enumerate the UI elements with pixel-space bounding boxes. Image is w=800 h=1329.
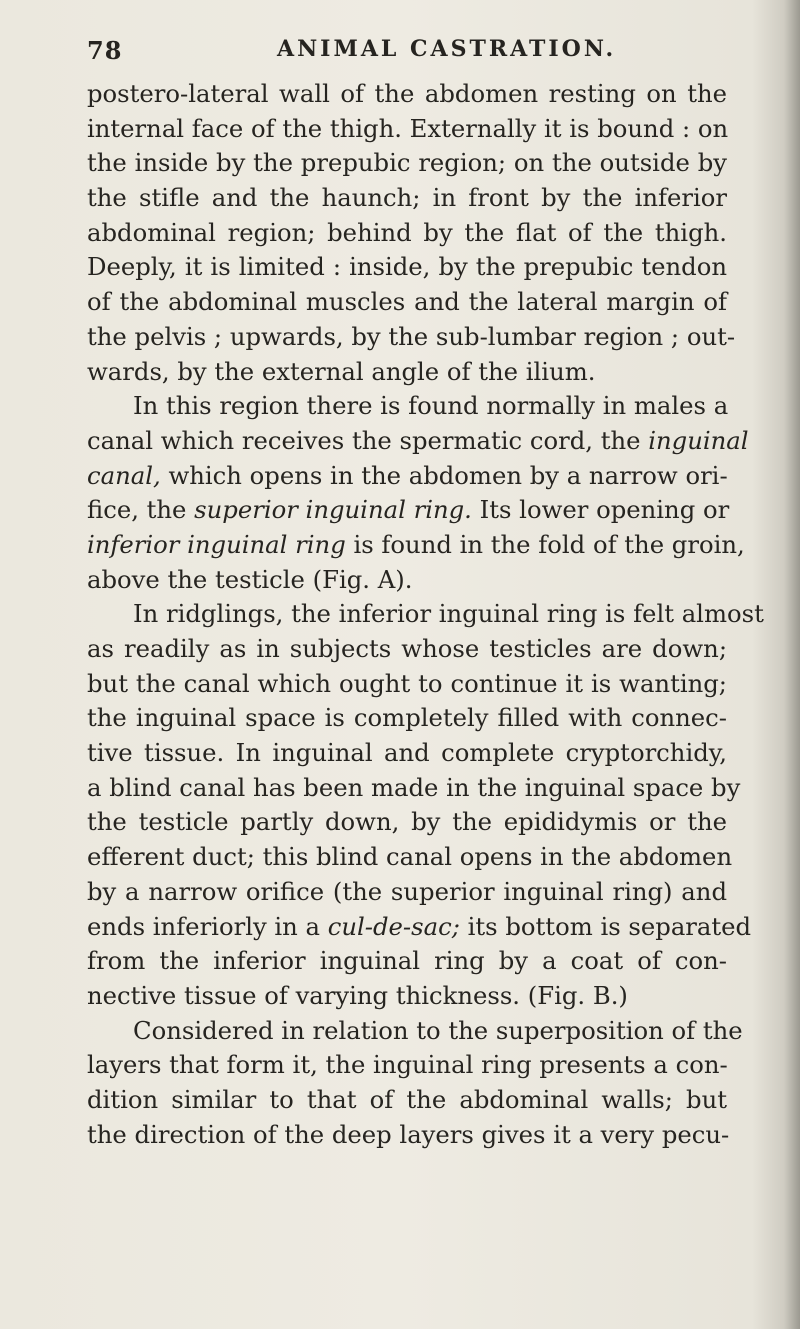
text-run: postero-lateral wall of the abdomen resting on the [87,79,727,108]
text-run: tive tissue. In inguinal and complete cryptorchidy, [87,738,727,768]
text-line [87,181,727,216]
text-run: In this region there is found normally in males a [133,391,729,421]
text-run: Its lower opening or [471,495,730,525]
text-line [87,355,727,390]
text-line [87,1118,730,1153]
text-run: abdominal region; behind by the flat of the thigh. [87,217,727,247]
text-run: above the testicle (Fig. A). [87,564,413,594]
text-run: In ridglings, the inferior inguinal ring is felt almost [133,599,764,629]
text-line [87,112,727,147]
text-run: by a narrow orifice (the superior inguinal ring) and [87,876,727,906]
text-line [87,389,727,424]
text-line [87,1014,743,1049]
body-text [87,77,764,1152]
text-line [87,320,736,355]
text-line [87,563,727,598]
text-line [87,250,727,285]
text-run: the stifle and the haunch; in front by the inferior [87,183,727,213]
text-run: a blind canal has been made in the inguinal space by [87,772,741,802]
text-run: the inguinal space is completely filled with connec- [87,703,727,733]
italic-run: inferior inguinal ring [87,529,346,559]
text-line [87,910,752,945]
text-run: dition similar to that of the abdominal walls; but [87,1084,727,1114]
italic-run: cul-de-sac; [327,911,460,941]
text-line [87,146,727,181]
text-run: of the abdominal muscles and the lateral margin of [87,287,727,317]
text-run: nective tissue of varying thickness. (Fig. B.) [87,980,628,1010]
text-run: the testicle partly down, by the epididymis or the [87,807,727,837]
text-line [87,979,727,1014]
text-run: efferent duct; this blind canal opens in the abdomen [87,842,733,872]
page-header [87,36,727,78]
italic-run: canal, [87,460,161,490]
text-run: Deeply, it is limited : inside, by the prepubic tendon [87,252,727,282]
text-line [87,424,749,459]
text-run: the pelvis ; upwards, by the sub-lumbar region ; out- [87,321,736,351]
text-run: as readily as in subjects whose testicles are down; [87,634,727,663]
text-line [87,875,727,910]
text-line [87,632,727,667]
text-line [87,1083,727,1118]
text-run: canal which receives the spermatic cord, the [87,425,649,455]
text-run: from the inferior inguinal ring by a coat of con- [87,946,727,976]
text-line [87,528,745,563]
text-run: fice, the [87,495,195,525]
text-line [87,77,727,112]
text-line [87,805,727,840]
text-line [87,285,727,320]
text-line [87,944,727,979]
text-line [87,493,730,528]
text-run: but the canal which ought to continue it is wanting; [87,668,727,698]
text-line [87,701,727,736]
text-line [87,216,727,251]
text-run: the inside by the prepubic region; on the outside by [87,148,727,178]
text-line [87,1048,727,1083]
text-line [87,459,727,494]
text-run: its bottom is separated [459,911,752,941]
text-line [87,597,764,632]
running-head: ANIMAL CASTRATION. [277,36,617,62]
text-run: the direction of the deep layers gives it a very pecu- [87,1119,730,1149]
text-line [87,736,727,771]
text-run: Considered in relation to the superposition of the [133,1015,743,1045]
text-run: internal face of the thigh. Externally it is bound : on [87,113,729,143]
text-run: ends inferiorly in a [87,911,328,941]
page-number: 78 [87,36,123,65]
text-run: is found in the fold of the groin, [345,529,745,559]
italic-run: inguinal [648,425,749,455]
text-line [87,667,727,702]
text-run: layers that form it, the inguinal ring presents a con- [87,1050,728,1080]
text-line [87,771,741,806]
text-line [87,840,733,875]
text-run: wards, by the external angle of the ilium. [87,356,596,386]
text-run: which opens in the abdomen by a narrow ori- [160,460,728,490]
italic-run: superior inguinal ring. [194,495,472,525]
